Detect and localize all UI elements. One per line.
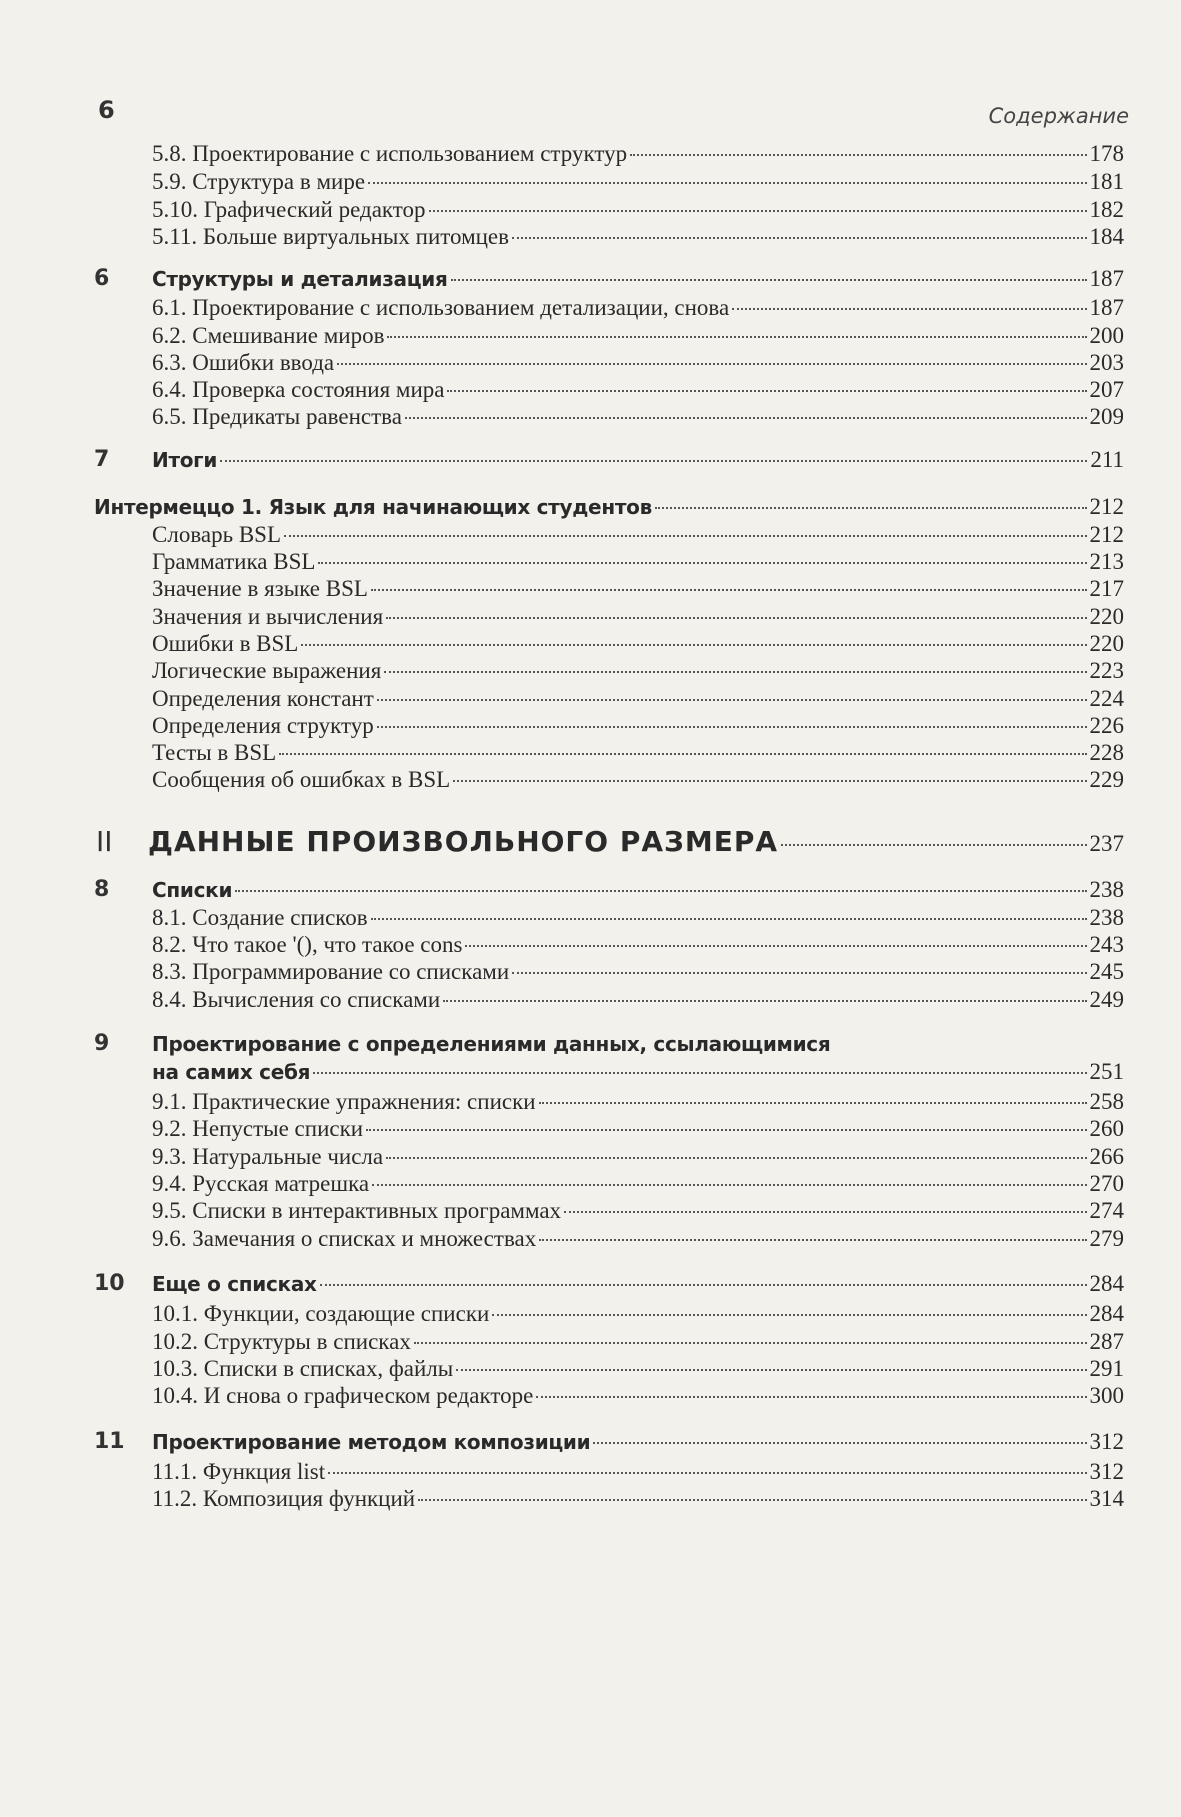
toc-entry-page: 200 — [1089, 323, 1124, 348]
dot-leader — [384, 671, 1086, 673]
toc-entry-number: 6 — [94, 266, 110, 291]
dot-leader — [387, 336, 1086, 338]
toc-entry-title: Сообщения об ошибках в BSL — [152, 767, 451, 792]
dot-leader — [371, 589, 1087, 591]
toc-entry-page: 291 — [1089, 1356, 1124, 1381]
dot-leader — [539, 1239, 1086, 1241]
toc-entry-title: 6.1. Проектирование с использованием детализации, снова — [152, 295, 730, 320]
toc-entry-page: 238 — [1089, 905, 1124, 930]
toc-entry-page: 212 — [1089, 494, 1124, 519]
toc-entry-title: Определения структур — [152, 713, 374, 738]
dot-leader — [512, 972, 1086, 974]
dot-leader — [512, 237, 1087, 239]
toc-entry-page: 209 — [1089, 404, 1124, 429]
dot-leader — [655, 507, 1087, 509]
toc-entry-title: Проектирование методом композиции — [152, 1430, 591, 1454]
toc-entry-title: 10.3. Списки в списках, файлы — [152, 1356, 454, 1381]
toc-entry-page: 260 — [1089, 1116, 1124, 1141]
toc-entry[interactable] — [0, 986, 1181, 1020]
dot-leader — [453, 780, 1086, 782]
toc-entry-title: Проектирование с определениями данных, ссылающимися — [152, 1032, 831, 1056]
toc-entry-title: 9.1. Практические упражнения: списки — [152, 1089, 536, 1114]
toc-entry[interactable] — [0, 1382, 1181, 1416]
toc-entry-title: Значение в языке BSL — [152, 576, 368, 601]
toc-entry-page: 182 — [1089, 197, 1124, 222]
toc-entry[interactable] — [0, 403, 1181, 437]
toc-entry-page: 224 — [1089, 686, 1124, 711]
toc-entry-title: Списки — [152, 878, 233, 902]
running-header: Содержание — [988, 104, 1129, 128]
toc-entry-page: 187 — [1089, 266, 1124, 291]
dot-leader — [630, 154, 1086, 156]
dot-leader — [443, 1000, 1086, 1002]
toc-entry-title: 11.1. Функция list — [152, 1459, 326, 1484]
toc-entry-page: 245 — [1089, 959, 1124, 984]
toc-entry-page: 312 — [1089, 1429, 1124, 1454]
dot-leader — [536, 1396, 1086, 1398]
toc-entry-page: 212 — [1089, 522, 1124, 547]
dot-leader — [220, 460, 1087, 462]
dot-leader — [284, 535, 1086, 537]
toc-entry-title: 9.3. Натуральные числа — [152, 1144, 384, 1169]
dot-leader — [301, 644, 1086, 646]
toc-entry-page: 312 — [1089, 1459, 1124, 1484]
toc-entry-page: 284 — [1089, 1301, 1124, 1326]
toc-entry[interactable] — [0, 446, 1181, 480]
toc-entry-page: 213 — [1089, 549, 1124, 574]
dot-leader — [328, 1472, 1086, 1474]
dot-leader — [235, 890, 1086, 892]
toc-entry-title: 5.9. Структура в мире — [152, 169, 366, 194]
toc-entry-title: Структуры и детализация — [152, 267, 448, 291]
toc-entry-title: 8.3. Программирование со списками — [152, 959, 510, 984]
toc-entry-title: на самих себя — [152, 1060, 311, 1084]
toc-entry-page: 314 — [1089, 1486, 1124, 1511]
toc-entry-page: 258 — [1089, 1089, 1124, 1114]
toc-entry-page: 226 — [1089, 713, 1124, 738]
toc-entry-page: 211 — [1090, 447, 1124, 472]
dot-leader — [732, 308, 1086, 310]
toc-entry-page: 284 — [1089, 1271, 1124, 1296]
dot-leader — [781, 844, 1086, 846]
toc-entry-title: Значения и вычисления — [152, 604, 384, 629]
dot-leader — [564, 1211, 1086, 1213]
dot-leader — [372, 1184, 1086, 1186]
toc-entry-page: 187 — [1089, 295, 1124, 320]
dot-leader — [418, 1499, 1086, 1501]
toc-entry[interactable] — [0, 1485, 1181, 1519]
dot-leader — [492, 1314, 1086, 1316]
toc-entry-page: 228 — [1089, 740, 1124, 765]
toc-entry-page: 207 — [1089, 377, 1124, 402]
toc-entry-title: 6.2. Смешивание миров — [152, 323, 385, 348]
toc-entry-page: 203 — [1089, 350, 1124, 375]
toc-entry-page: 270 — [1089, 1171, 1124, 1196]
toc-entry-page: 184 — [1089, 224, 1124, 249]
toc-entry-number: 8 — [94, 877, 110, 902]
dot-leader — [368, 182, 1086, 184]
dot-leader — [386, 617, 1086, 619]
toc-entry-title: 10.2. Структуры в списках — [152, 1329, 411, 1354]
toc-entry-title: 11.2. Композиция функций — [152, 1486, 416, 1511]
toc-entry-title: Грамматика BSL — [152, 549, 316, 574]
toc-entry-number: 7 — [94, 447, 110, 472]
toc-entry-title: 5.10. Графический редактор — [152, 197, 426, 222]
dot-leader — [539, 1102, 1087, 1104]
toc-entry-page: 229 — [1089, 767, 1124, 792]
toc-entry-title: 9.2. Непустые списки — [152, 1116, 364, 1141]
toc-entry[interactable] — [0, 1270, 1181, 1304]
toc-entry-title: 8.2. Что такое '(), что такое cons — [152, 932, 463, 957]
dot-leader — [366, 1129, 1086, 1131]
toc-entry-title: 10.4. И снова о графическом редакторе — [152, 1383, 534, 1408]
toc-entry-page: 237 — [1089, 831, 1124, 856]
dot-leader — [593, 1442, 1086, 1444]
toc-entry-number: 10 — [94, 1271, 125, 1296]
toc-entry[interactable] — [0, 825, 1181, 864]
dot-leader — [371, 918, 1087, 920]
toc-entry-page: 223 — [1089, 658, 1124, 683]
toc-entry-page: 181 — [1089, 169, 1124, 194]
toc-entry-title: Интермеццо 1. Язык для начинающих студентов — [94, 495, 652, 519]
toc-entry[interactable] — [0, 1225, 1181, 1259]
toc-entry[interactable] — [0, 223, 1181, 257]
toc-entry-page: 220 — [1089, 604, 1124, 629]
toc-entry-number: 9 — [94, 1031, 110, 1056]
toc-entry-title: Определения констант — [152, 686, 374, 711]
toc-entry-title: 8.4. Вычисления со списками — [152, 987, 441, 1012]
toc-entry-title: 9.6. Замечания о списках и множествах — [152, 1226, 537, 1251]
dot-leader — [279, 753, 1086, 755]
toc-entry-title: Словарь BSL — [152, 522, 282, 547]
toc-entry-title: 5.8. Проектирование с использованием структур — [152, 141, 628, 166]
dot-leader — [465, 945, 1086, 947]
toc-entry-number: 11 — [94, 1429, 125, 1454]
toc-entry-title: Логические выражения — [152, 658, 382, 683]
toc-entry[interactable] — [0, 766, 1181, 800]
toc-entry-title: 9.4. Русская матрешка — [152, 1171, 370, 1196]
toc-entry-title: ДАННЫЕ ПРОИЗВОЛЬНОГО РАЗМЕРА — [148, 825, 779, 858]
toc-entry-title: Еще о списках — [152, 1272, 317, 1296]
dot-leader — [429, 210, 1087, 212]
toc-entry-title: 8.1. Создание списков — [152, 905, 368, 930]
toc-entry-page: 178 — [1089, 141, 1124, 166]
toc-entry[interactable] — [0, 1428, 1181, 1462]
dot-leader — [318, 562, 1086, 564]
toc-entry-page: 279 — [1089, 1226, 1124, 1251]
dot-leader — [377, 699, 1087, 701]
toc-entry-title: 5.11. Больше виртуальных питомцев — [152, 224, 509, 249]
toc-entry-title: Тесты в BSL — [152, 740, 277, 765]
dot-leader — [414, 1342, 1087, 1344]
toc-entry-title: 9.5. Списки в интерактивных программах — [152, 1198, 562, 1223]
dot-leader — [451, 279, 1087, 281]
dot-leader — [386, 1157, 1086, 1159]
toc-entry-title: 6.3. Ошибки ввода — [152, 350, 335, 375]
dot-leader — [456, 1369, 1086, 1371]
toc-entry-title: Ошибки в BSL — [152, 631, 299, 656]
dot-leader — [405, 417, 1087, 419]
dot-leader — [447, 390, 1086, 392]
dot-leader — [320, 1284, 1087, 1286]
toc-entry-page: 217 — [1089, 576, 1124, 601]
toc-entry-page: 266 — [1089, 1144, 1124, 1169]
toc-entry-page: 249 — [1089, 987, 1124, 1012]
dot-leader — [337, 363, 1086, 365]
toc-entry-number: II — [96, 825, 113, 858]
toc-entry-title: Итоги — [152, 448, 218, 472]
dot-leader — [313, 1072, 1086, 1074]
toc-entry-page: 243 — [1089, 932, 1124, 957]
toc-entry-page: 220 — [1089, 631, 1124, 656]
toc-entry-title: 10.1. Функции, создающие списки — [152, 1301, 490, 1326]
toc-entry-title: 6.5. Предикаты равенства — [152, 404, 402, 429]
toc-entry-page: 287 — [1089, 1329, 1124, 1354]
page-number: 6 — [98, 96, 115, 124]
toc-entry-page: 274 — [1089, 1198, 1124, 1223]
toc-entry-title: 6.4. Проверка состояния мира — [152, 377, 445, 402]
toc-entry-page: 238 — [1089, 877, 1124, 902]
toc-entry[interactable] — [0, 1058, 1181, 1092]
toc-entry-page: 300 — [1089, 1383, 1124, 1408]
dot-leader — [377, 726, 1087, 728]
toc-entry-page: 251 — [1089, 1059, 1124, 1084]
